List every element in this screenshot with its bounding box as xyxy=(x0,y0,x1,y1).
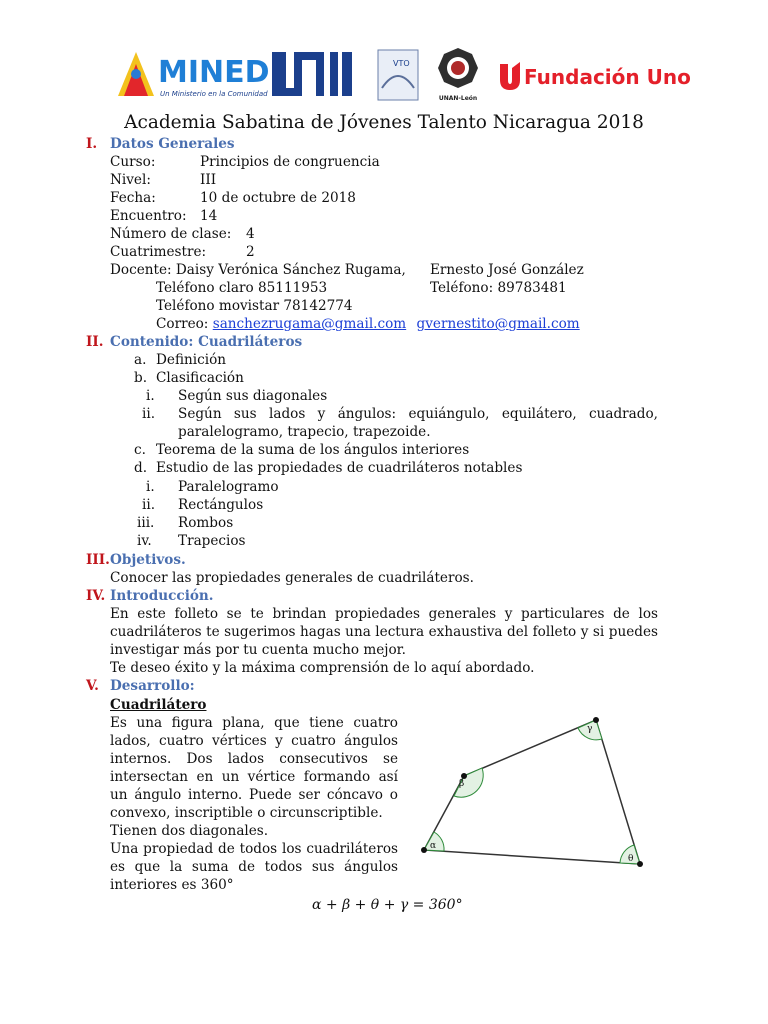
list-item: Paralelogramo xyxy=(178,479,279,495)
email-link-2[interactable]: gvernestito@gmail.com xyxy=(416,316,580,332)
list-marker: d. xyxy=(134,460,148,476)
section-4-title: Introducción. xyxy=(110,588,214,604)
mined-logo xyxy=(118,52,270,98)
beta-label: β xyxy=(459,779,465,789)
list-marker: ii. xyxy=(142,497,156,513)
encuentro-label: Encuentro: xyxy=(110,208,187,224)
cuatri-label: Cuatrimestre: xyxy=(110,244,207,260)
telefono-movistar: Teléfono movistar 78142774 xyxy=(156,298,353,314)
list-item: Según sus diagonales xyxy=(178,388,328,404)
gamma-label: γ xyxy=(587,724,593,734)
list-item: Rectángulos xyxy=(178,497,264,513)
cuadrilatero-definition: Es una figura plana, que tiene cuatro lados, cuatro vértices y cuatro ángulos internos. Dos lados consecutivos se intersectan en un vértice formando así un ángulo interno. Puede ser cóncavo o convexo, inscriptible o circunscriptible. xyxy=(110,715,398,821)
uni-logo xyxy=(270,50,354,104)
fundacion-uno-logo xyxy=(500,62,691,90)
telefono-secondary: Teléfono: 89783481 xyxy=(430,280,567,296)
objetivos-text: Conocer las propiedades generales de cuadriláteros. xyxy=(110,570,474,586)
docente-secondary: Ernesto José González xyxy=(430,262,584,278)
nivel-label: Nivel: xyxy=(110,172,151,188)
section-2-title: Contenido: Cuadriláteros xyxy=(110,334,303,350)
logo-bar xyxy=(108,44,691,108)
section-1-number xyxy=(86,135,97,153)
alpha-label: α xyxy=(430,841,437,851)
fecha-value: 10 de octubre de 2018 xyxy=(200,190,356,206)
mined-tagline: Un Ministerio en la Comunidad xyxy=(160,90,268,98)
list-marker: i. xyxy=(146,479,155,495)
quadrilateral-figure xyxy=(404,704,654,876)
numclase-label: Número de clase: xyxy=(110,226,232,242)
unan-label: UNAN-León xyxy=(438,95,478,102)
vto-logo xyxy=(378,50,418,100)
curso-label: Curso: xyxy=(110,154,156,170)
theta-label: θ xyxy=(628,854,634,864)
list-item: Rombos xyxy=(178,515,234,531)
curso-value: Principios de congruencia xyxy=(200,154,380,170)
list-item: Clasificación xyxy=(156,370,244,386)
list-item: Según sus lados y ángulos: equiángulo, equilátero, cuadrado, paralelogramo, trapecio, trapezoide. xyxy=(178,406,658,440)
correo-label: Correo: xyxy=(156,316,209,332)
docente-primary: Docente: Daisy Verónica Sánchez Rugama, xyxy=(110,262,406,278)
angle-sum-formula: α + β + θ + γ = 360° xyxy=(312,897,463,913)
list-marker: iii. xyxy=(137,515,155,531)
list-marker: a. xyxy=(134,352,147,368)
list-marker: ii. xyxy=(142,406,156,422)
list-item: Teorema de la suma de los ángulos interiores xyxy=(156,442,470,458)
section-4-number xyxy=(86,587,105,605)
introduccion-closing: Te deseo éxito y la máxima comprensión de lo aquí abordado. xyxy=(110,660,535,676)
roman-numeral: V. xyxy=(86,678,99,694)
list-marker: iv. xyxy=(137,533,152,549)
roman-numeral: III. xyxy=(86,552,110,568)
roman-numeral: IV. xyxy=(86,588,106,604)
propiedad-text: Una propiedad de todos los cuadriláteros es que la suma de todos sus ángulos interiores es 360° xyxy=(110,841,398,893)
fecha-label: Fecha: xyxy=(110,190,156,206)
unan-seal xyxy=(438,48,478,102)
diagonales-text: Tienen dos diagonales. xyxy=(110,823,269,839)
list-marker: c. xyxy=(134,442,146,458)
vto-text: VTO xyxy=(393,59,410,68)
email-link-1[interactable]: sanchezrugama@gmail.com xyxy=(212,316,407,332)
roman-numeral: I. xyxy=(86,136,98,152)
roman-numeral: II. xyxy=(86,334,104,350)
section-1-title: Datos Generales xyxy=(110,136,235,152)
list-item: Definición xyxy=(156,352,227,368)
telefono-claro: Teléfono claro 85111953 xyxy=(156,280,328,296)
cuadrilatero-subtitle: Cuadrilátero xyxy=(110,697,207,713)
vertex-point xyxy=(421,847,427,853)
section-3-title: Objetivos. xyxy=(110,552,186,568)
vertex-point xyxy=(637,861,643,867)
section-5-number xyxy=(86,677,99,695)
cuatri-value: 2 xyxy=(246,244,255,260)
nivel-value: III xyxy=(200,172,217,188)
list-item: Estudio de las propiedades de cuadriláteros notables xyxy=(156,460,523,476)
fundacion-wordmark: Fundación Uno xyxy=(524,65,691,89)
introduccion-paragraph: En este folleto se te brindan propiedades generales y particulares de los cuadriláteros te sugerimos hagas una lectura exhaustiva del folleto y si puedes investigar más por tu cuenta mucho mejor. xyxy=(110,606,658,658)
encuentro-value: 14 xyxy=(200,208,218,224)
list-marker: b. xyxy=(134,370,148,386)
section-3-number xyxy=(86,551,110,569)
vertex-point xyxy=(593,717,599,723)
page-title: Academia Sabatina de Jóvenes Talento Nicaragua 2018 xyxy=(124,112,644,133)
logos-graphic xyxy=(108,44,691,108)
mined-wordmark: MINED xyxy=(158,55,270,90)
section-2-number xyxy=(86,333,103,351)
section-5-title: Desarrollo: xyxy=(110,678,195,694)
numclase-value: 4 xyxy=(246,226,255,242)
list-item: Trapecios xyxy=(178,533,246,549)
correo-line xyxy=(156,315,580,333)
list-marker: i. xyxy=(146,388,155,404)
